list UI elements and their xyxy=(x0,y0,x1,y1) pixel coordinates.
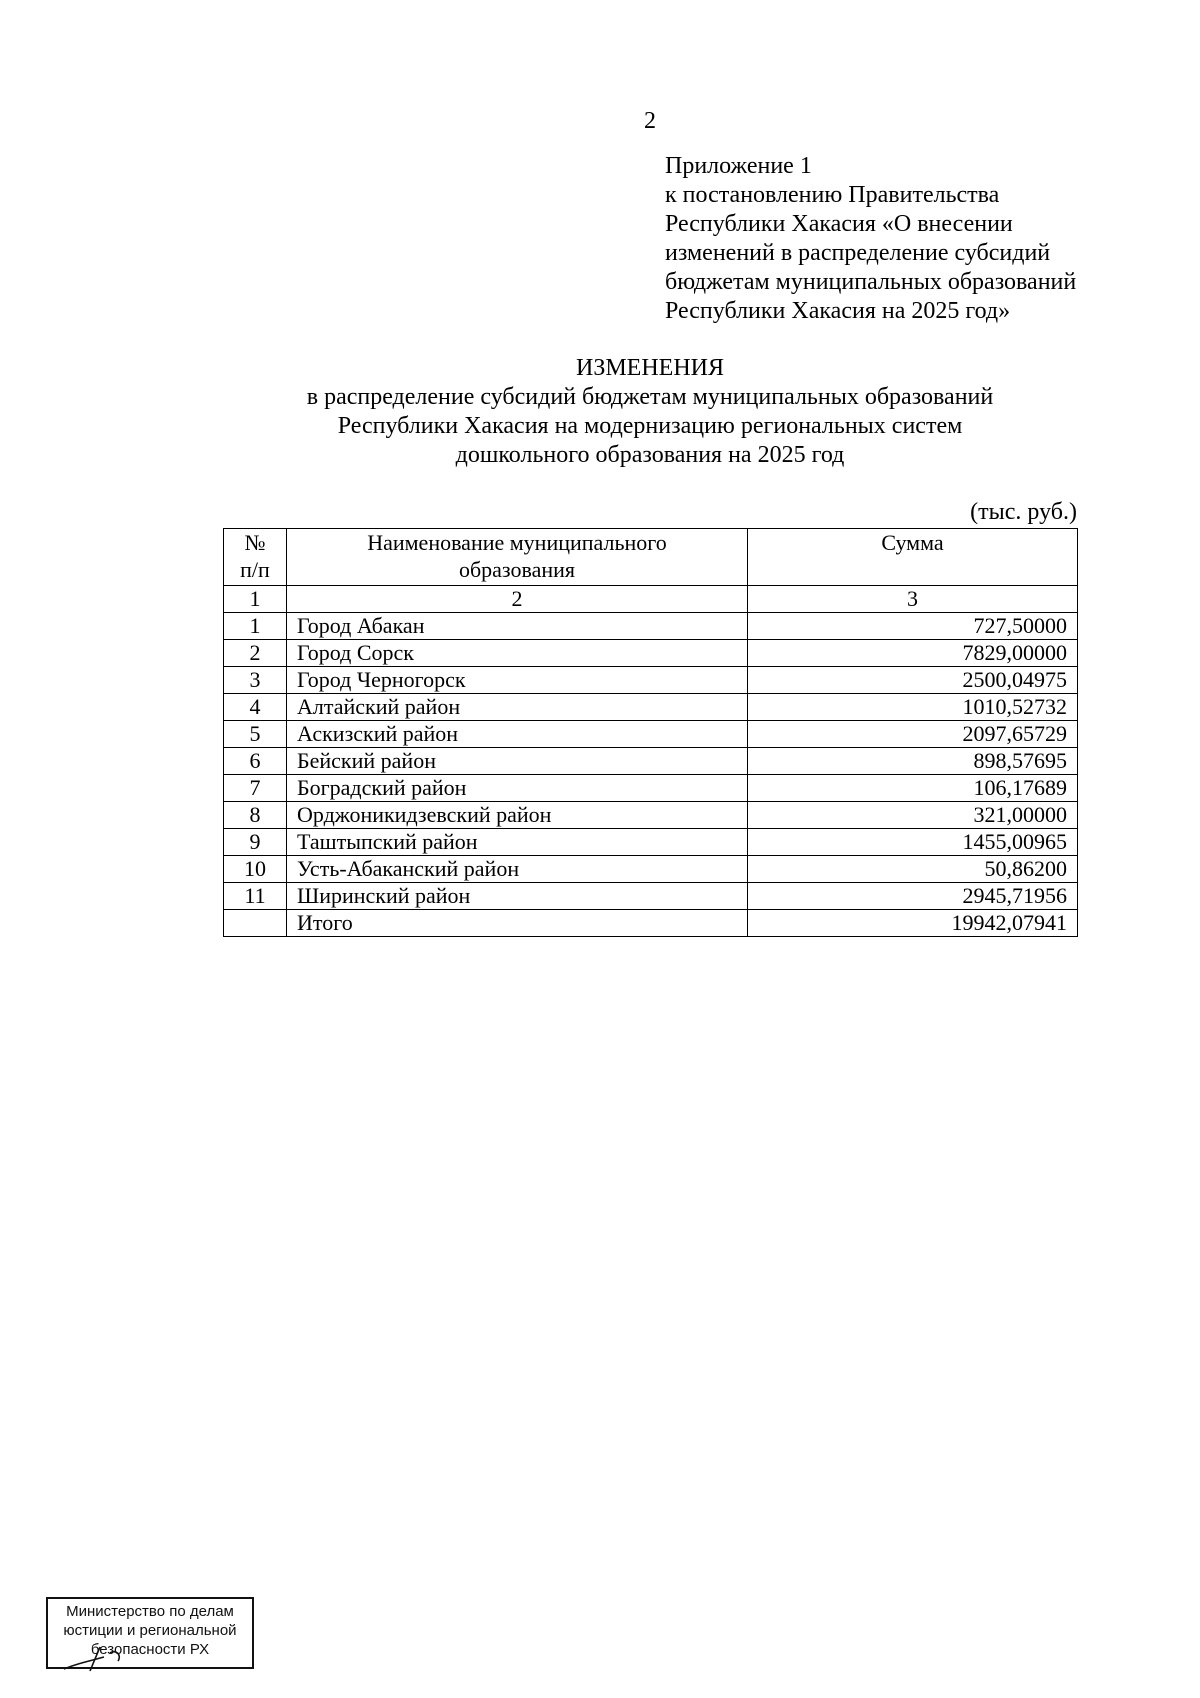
appendix-line: Республики Хакасия на 2025 год» xyxy=(665,298,1011,324)
table-row xyxy=(224,667,1078,694)
signature-scribble xyxy=(60,1643,150,1673)
row-name: Боградский район xyxy=(287,775,748,802)
table-row xyxy=(224,856,1078,883)
row-sum: 727,50000 xyxy=(748,613,1078,640)
appendix-line: к постановлению Правительства xyxy=(665,182,1000,208)
ministry-stamp xyxy=(46,1597,254,1669)
total-row xyxy=(224,910,1078,937)
appendix-note xyxy=(665,152,1165,326)
header-name xyxy=(287,529,748,586)
row-sum: 7829,00000 xyxy=(748,640,1078,667)
row-name: Аскизский район xyxy=(287,721,748,748)
row-name: Таштыпский район xyxy=(287,829,748,856)
page-number: 2 xyxy=(644,108,656,134)
row-sum: 2097,65729 xyxy=(748,721,1078,748)
row-sum: 321,00000 xyxy=(748,802,1078,829)
header-num-line2: п/п xyxy=(240,557,270,582)
header-name-line2: образования xyxy=(458,557,576,582)
document-subtitle-line: Республики Хакасия на модернизацию региональных систем xyxy=(337,413,963,439)
stamp-line: Министерство по делам xyxy=(66,1603,234,1620)
stamp-line: юстиции и региональной xyxy=(63,1622,237,1639)
row-sum: 898,57695 xyxy=(748,748,1078,775)
column-index-cell: 3 xyxy=(748,586,1078,613)
document-subtitle-line: в распределение субсидий бюджетам муниципальных образований xyxy=(306,384,994,410)
header-num xyxy=(224,529,287,586)
units-label: (тыс. руб.) xyxy=(970,499,1077,525)
row-num: 11 xyxy=(224,883,287,910)
row-num: 4 xyxy=(224,694,287,721)
row-sum: 2500,04975 xyxy=(748,667,1078,694)
column-index-row xyxy=(224,586,1078,613)
row-sum: 50,86200 xyxy=(748,856,1078,883)
stamp-line: безопасности РХ xyxy=(90,1641,210,1658)
table-row xyxy=(224,829,1078,856)
document-subtitle-line: дошкольного образования на 2025 год xyxy=(455,442,845,468)
row-name: Город Черногорск xyxy=(287,667,748,694)
table-row xyxy=(224,775,1078,802)
total-sum: 19942,07941 xyxy=(748,910,1078,937)
row-num: 1 xyxy=(224,613,287,640)
total-label: Итого xyxy=(287,910,748,937)
subsidy-distribution-table xyxy=(223,528,1078,937)
table-row xyxy=(224,640,1078,667)
row-name: Ширинский район xyxy=(287,883,748,910)
row-name: Усть-Абаканский район xyxy=(287,856,748,883)
row-num: 2 xyxy=(224,640,287,667)
table-row xyxy=(224,748,1078,775)
column-index-cell: 2 xyxy=(287,586,748,613)
row-name: Город Абакан xyxy=(287,613,748,640)
row-num: 9 xyxy=(224,829,287,856)
row-num: 8 xyxy=(224,802,287,829)
row-name: Бейский район xyxy=(287,748,748,775)
table-row xyxy=(224,694,1078,721)
row-name: Алтайский район xyxy=(287,694,748,721)
header-sum: Сумма xyxy=(748,529,1078,586)
appendix-line: бюджетам муниципальных образований xyxy=(665,269,1077,295)
row-sum: 1455,00965 xyxy=(748,829,1078,856)
row-num: 5 xyxy=(224,721,287,748)
row-num: 3 xyxy=(224,667,287,694)
row-name: Город Сорск xyxy=(287,640,748,667)
table-body xyxy=(224,529,1078,937)
table-row xyxy=(224,883,1078,910)
row-sum: 106,17689 xyxy=(748,775,1078,802)
appendix-line: Республики Хакасия «О внесении xyxy=(665,211,1013,237)
table-header-row xyxy=(224,529,1078,586)
column-index-cell: 1 xyxy=(224,586,287,613)
document-heading xyxy=(0,354,1200,470)
appendix-line: изменений в распределение субсидий xyxy=(665,240,1051,266)
table-row xyxy=(224,721,1078,748)
table-row xyxy=(224,613,1078,640)
header-name-line1: Наименование муниципального xyxy=(367,530,667,555)
row-name: Орджоникидзевский район xyxy=(287,802,748,829)
row-num: 6 xyxy=(224,748,287,775)
document-title: ИЗМЕНЕНИЯ xyxy=(575,355,725,381)
total-num xyxy=(224,910,287,937)
row-sum: 1010,52732 xyxy=(748,694,1078,721)
row-sum: 2945,71956 xyxy=(748,883,1078,910)
row-num: 10 xyxy=(224,856,287,883)
appendix-line: Приложение 1 xyxy=(665,153,812,179)
row-num: 7 xyxy=(224,775,287,802)
table-row xyxy=(224,802,1078,829)
header-num-line1: № xyxy=(244,530,266,555)
